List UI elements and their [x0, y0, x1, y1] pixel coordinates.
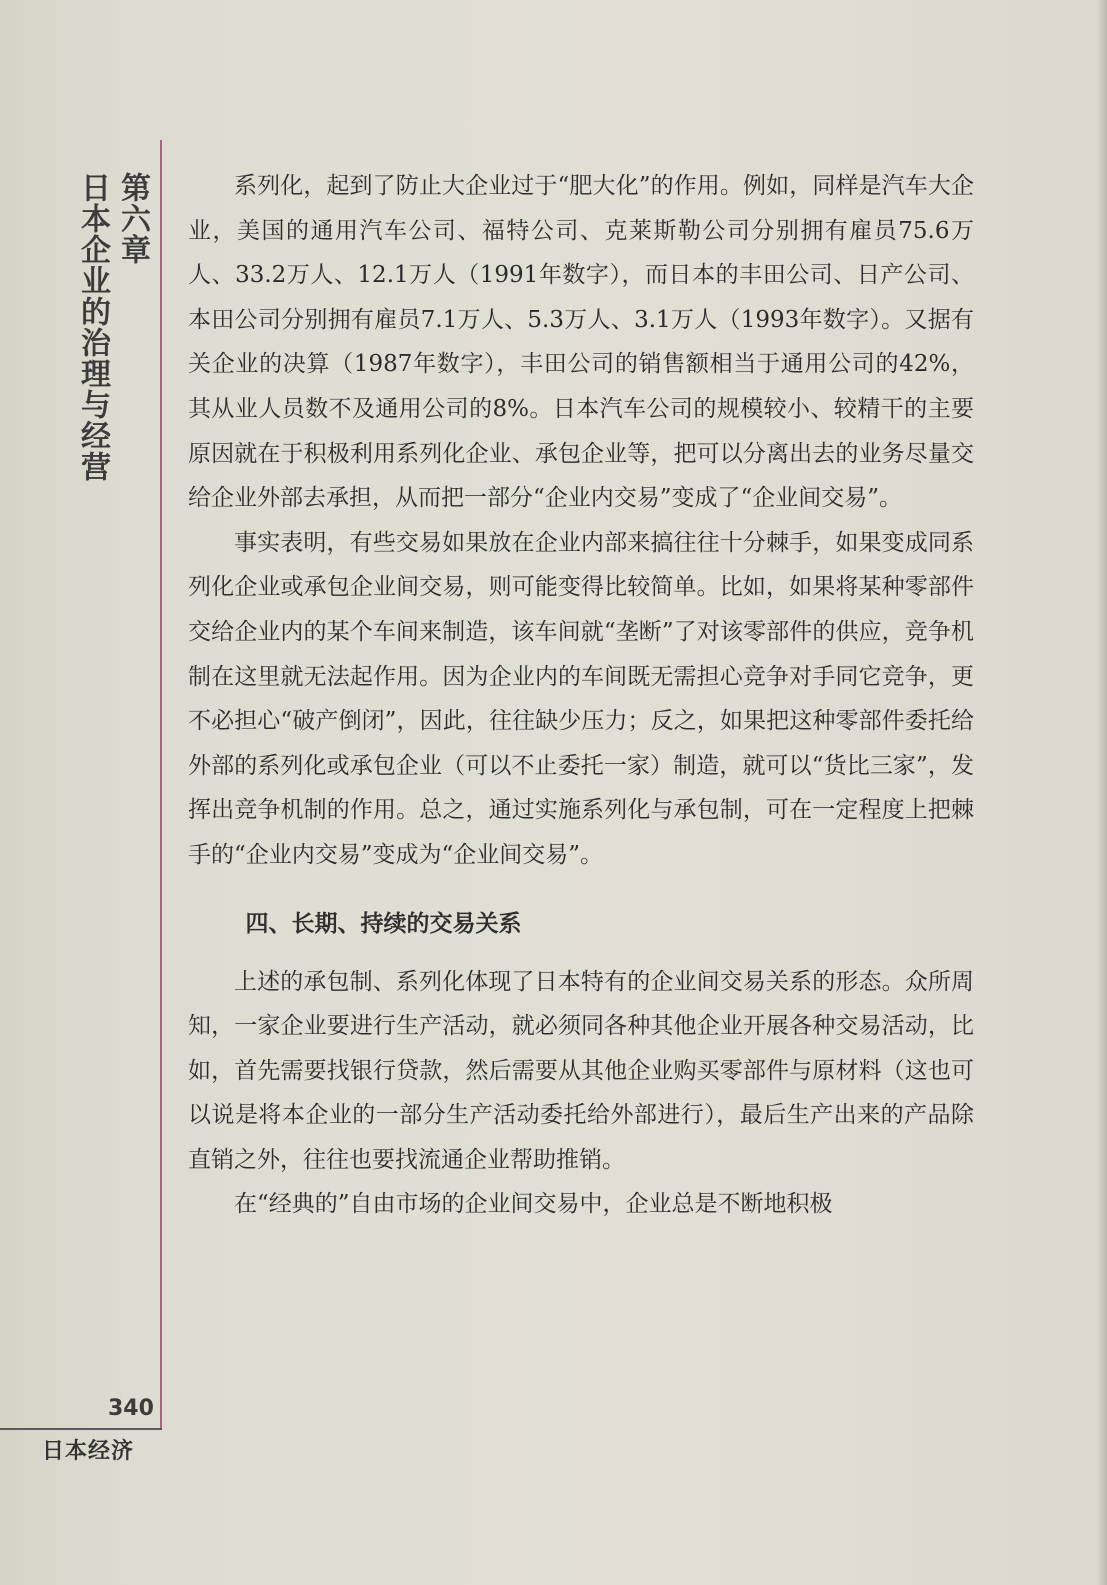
body-text [188, 164, 974, 1227]
footer-divider-line [0, 1428, 162, 1430]
running-head [75, 172, 152, 482]
paragraph: 系列化，起到了防止大企业过于“肥大化”的作用。例如，同样是汽车大企业，美国的通用汽车公司、福特公司、克莱斯勒公司分别拥有雇员75.6万人、33.2万人、12.1万人（1991年数字），而日本的丰田公司、日产公司、本田公司分别拥有雇员7.1万人、5.3万人、3.1万人（1993年数字）。又据有关企业的决算（1987年数字），丰田公司的销售额相当于通用公司的42%，其从业人员数不及通用公司的8%。日本汽车公司的规模较小、较精干的主要原因就在于积极利用系列化企业、承包企业等，把可以分离出去的业务尽量交给企业外部去承担，从而把一部分“企业内交易”变成了“企业间交易”。 [188, 173, 974, 512]
paragraph: 上述的承包制、系列化体现了日本特有的企业间交易关系的形态。众所周知，一家企业要进行生产活动，就必须同各种其他企业开展各种交易活动，比如，首先需要找银行贷款，然后需要从其他企业购买零部件与原材料（这也可以说是将本企业的一部分生产活动委托给外部进行），最后生产出来的产品除直销之外，往往也要找流通企业帮助推销。 [188, 968, 974, 1173]
book-title: 日本经济 [42, 1439, 135, 1464]
chapter-number: 第六章 [115, 172, 150, 265]
chapter-title: 日本企业的治理与经营 [75, 172, 110, 482]
page-edge-shadow [1097, 0, 1107, 1585]
paragraph: 事实表明，有些交易如果放在企业内部来搞往往十分棘手，如果变成同系列化企业或承包企业间交易，则可能变得比较简单。比如，如果将某种零部件交给企业内的某个车间来制造，该车间就“垄断”了对该零部件的供应，竞争机制在这里就无法起作用。因为企业内的车间既无需担心竞争对手同它竞争，更不必担心“破产倒闭”，因此，往往缺少压力；反之，如果把这种零部件委托给外部的系列化或承包企业（可以不止委托一家）制造，就可以“货比三家”，发挥出竞争机制的作用。总之，通过实施系列化与承包制，可在一定程度上把棘手的“企业内交易”变成为“企业间交易”。 [188, 529, 974, 868]
margin-divider-line [160, 140, 162, 1430]
section-heading: 四、长期、持续的交易关系 [245, 910, 522, 937]
paragraph: 在“经典的”自由市场的企业间交易中，企业总是不断地积极 [234, 1191, 833, 1218]
page-number: 340 [108, 1396, 154, 1421]
